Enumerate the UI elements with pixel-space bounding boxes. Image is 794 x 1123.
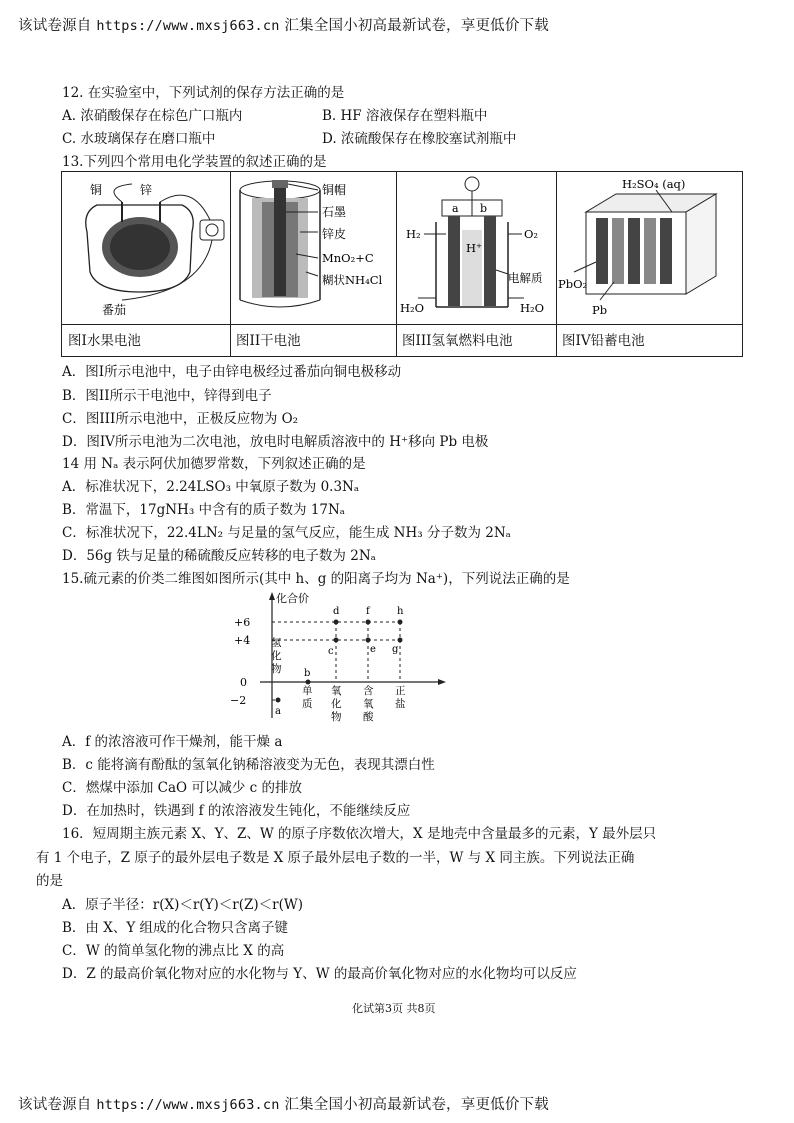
xcat-salt-1: 正: [395, 685, 406, 697]
fruit-battery-drawing: [62, 172, 230, 324]
page-number: 化试第3页 共8页: [352, 1002, 436, 1015]
figure-lead-battery: [556, 172, 742, 356]
caption-fig2: 图II干电池: [230, 324, 396, 357]
q16-option-c: C．W 的简单氢化物的沸点比 X 的高: [62, 943, 285, 959]
svg-text:酸: 酸: [363, 711, 374, 723]
ytick-zero: 0: [240, 676, 247, 689]
xcat-oxyacid-1: 含: [363, 685, 374, 697]
label-h2: H₂: [406, 227, 421, 241]
bulb-icon: [465, 177, 479, 191]
label-nh4cl: 糊状NH₄Cl: [322, 273, 383, 287]
lead-battery-drawing: [556, 172, 742, 324]
q16-stem-line1: 16．短周期主族元素 X、Y、Z、W 的原子序数依次增大，X 是地壳中含量最多的元素，Y 最外层只: [62, 826, 657, 842]
label-fruit: 番茄: [102, 303, 127, 317]
label-point-d: d: [333, 606, 340, 617]
q13-option-d: D．图IV所示电池为二次电池，放电时电解质溶液中的 H⁺移向 Pb 电极: [62, 434, 489, 450]
source-banner-bottom: [18, 1093, 549, 1114]
xcat-oxide-1: 氧: [331, 685, 342, 697]
point-h: [398, 620, 403, 625]
label-point-g: g: [392, 644, 399, 655]
point-a: [276, 698, 281, 703]
q12-option-b: B. HF 溶液保存在塑料瓶中: [322, 108, 488, 124]
label-copper-cap: 铜帽: [322, 183, 347, 197]
label-hplus: H⁺: [466, 241, 483, 255]
point-f: [366, 620, 371, 625]
label-o2: O₂: [524, 227, 539, 241]
point-c: [334, 638, 339, 643]
q13-stem: 13.下列四个常用电化学装置的叙述正确的是: [62, 154, 327, 170]
label-b: b: [480, 202, 488, 215]
source-banner-top: [18, 14, 549, 35]
svg-text:物: 物: [331, 711, 342, 723]
svg-text:氧: 氧: [363, 698, 374, 710]
label-point-c: c: [328, 646, 334, 657]
q15-option-b: B．c 能将滴有酚酞的氢氧化钠稀溶液变为无色，表现其漂白性: [62, 757, 435, 773]
caption-fig1: 图Ⅰ水果电池: [62, 324, 230, 357]
xcat-hydride-1: 氢: [271, 637, 282, 649]
banner-prefix: 该试卷源自: [18, 18, 92, 34]
svg-text:化: 化: [331, 698, 342, 710]
label-zinc: 锌: [140, 183, 153, 197]
svg-text:物: 物: [271, 663, 282, 675]
q16-option-b: B．由 X、Y 组成的化合物只含离子键: [62, 920, 289, 936]
label-zinc-shell: 锌皮: [322, 227, 347, 241]
svg-text:质: 质: [302, 698, 313, 710]
q13-option-c: C．图III所示电池中，正极反应物为 O₂: [62, 411, 299, 427]
q12-option-c: C. 水玻璃保存在磨口瓶中: [62, 131, 216, 147]
y-axis-label: 化合价: [276, 592, 309, 605]
figure-fruit-battery: [62, 172, 231, 356]
label-point-a: a: [275, 706, 281, 717]
q16-stem-line3: 的是: [36, 873, 63, 889]
caption-fig3: 图III氢氧燃料电池: [396, 324, 556, 357]
banner-suffix: 汇集全国小初高最新试卷，享更低价下载: [284, 18, 549, 34]
q12-option-d: D. 浓硫酸保存在橡胶塞试剂瓶中: [322, 131, 517, 147]
graphite-rod: [274, 184, 286, 296]
label-graphite: 石墨: [322, 205, 347, 219]
ytick-minus2: −2: [230, 694, 247, 707]
ytick-plus6: +6: [234, 616, 251, 629]
q14-option-a: A．标准状况下，2.24LSO₃ 中氧原子数为 0.3Nₐ: [62, 479, 360, 495]
figure-dry-cell: [230, 172, 397, 356]
banner-prefix: 该试卷源自: [18, 1097, 92, 1113]
q16-stem-line2: 有 1 个电子，Z 原子的最外层电子数是 X 原子最外层电子数的一半，W 与 X 同主族。下列说法正确: [36, 850, 635, 866]
q12-option-a: A. 浓硝酸保存在棕色广口瓶内: [62, 108, 243, 124]
valence-class-diagram: [220, 590, 450, 728]
banner-url[interactable]: https://www.mxsj663.cn: [96, 18, 280, 34]
q12-stem: 12. 在实验室中，下列试剂的保存方法正确的是: [62, 85, 345, 101]
q14-option-d: D．56g 铁与足量的稀硫酸反应转移的电子数为 2Nₐ: [62, 548, 376, 564]
svg-text:盐: 盐: [395, 698, 406, 710]
q14-option-b: B．常温下，17gNH₃ 中含有的质子数为 17Nₐ: [62, 502, 346, 518]
svg-text:化: 化: [271, 650, 282, 662]
q16-option-a: A．原子半径：r(X)＜r(Y)＜r(Z)＜r(W): [62, 897, 303, 913]
q15-stem: 15.硫元素的价类二维图如图所示(其中 h、g 的阳离子均为 Na⁺)，下列说法正确的是: [62, 571, 570, 587]
label-point-h: h: [397, 606, 404, 617]
q15-option-d: D．在加热时，铁遇到 f 的浓溶液发生钝化，不能继续反应: [62, 803, 411, 819]
q16-option-d: D．Z 的最高价氧化物对应的水化物与 Y、W 的最高价氧化物对应的水化物均可以反应: [62, 966, 577, 982]
caption-fig4: 图IV铅蓄电池: [556, 324, 742, 357]
q14-option-c: C．标准状况下，22.4LN₂ 与足量的氢气反应，能生成 NH₃ 分子数为 2Nₐ: [62, 525, 511, 541]
banner-url[interactable]: https://www.mxsj663.cn: [96, 1097, 280, 1113]
q14-stem: 14 用 Nₐ 表示阿伏加德罗常数，下列叙述正确的是: [62, 456, 366, 472]
q13-option-b: B．图II所示干电池中，锌得到电子: [62, 388, 272, 404]
point-b: [306, 680, 311, 685]
fuel-cell-drawing: [396, 172, 556, 324]
label-pbo2: PbO₂: [558, 277, 588, 291]
banner-suffix: 汇集全国小初高最新试卷，享更低价下载: [284, 1097, 549, 1113]
point-e: [366, 638, 371, 643]
figure-fuel-cell: [396, 172, 557, 356]
galvanometer-icon: [200, 220, 224, 240]
label-pb: Pb: [592, 303, 608, 317]
ytick-plus4: +4: [234, 634, 251, 647]
label-mno2: MnO₂+C: [322, 251, 374, 265]
point-d: [334, 620, 339, 625]
label-copper: 铜: [90, 183, 103, 197]
dry-cell-drawing: [230, 172, 396, 324]
label-point-f: f: [366, 606, 370, 617]
label-h2o-right: H₂O: [520, 301, 545, 315]
label-a: a: [452, 202, 459, 215]
q13-figure-table: [61, 171, 743, 357]
point-g: [398, 638, 403, 643]
q15-option-a: A．f 的浓溶液可作干燥剂，能干燥 a: [62, 734, 283, 750]
label-point-e: e: [370, 644, 376, 655]
q15-option-c: C．燃煤中添加 CaO 可以减少 c 的排放: [62, 780, 303, 796]
label-point-b: b: [304, 668, 311, 679]
label-h2so4: H₂SO₄ (aq): [622, 177, 686, 191]
label-h2o-left: H₂O: [400, 301, 425, 315]
q13-option-a: A．图Ⅰ所示电池中，电子由锌电极经过番茄向铜电极移动: [62, 364, 402, 380]
label-electrolyte: 电解质: [508, 271, 543, 285]
xcat-element-1: 单: [302, 685, 313, 697]
